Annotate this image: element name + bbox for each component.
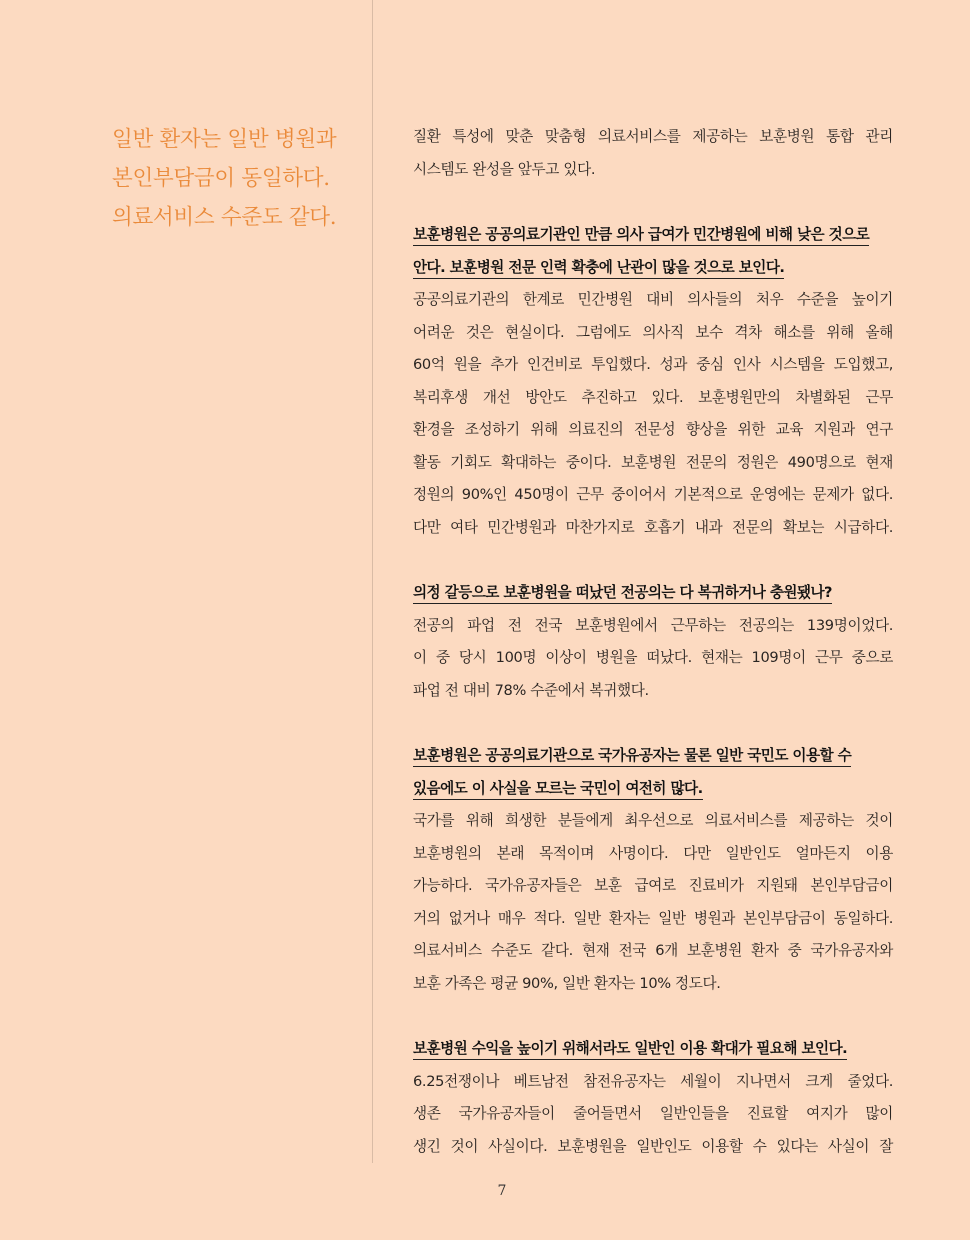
intro-line: 질환 특성에 맞춘 맞춤형 의료서비스를 제공하는 보훈병원 통합 관리 bbox=[413, 128, 893, 145]
interview-question bbox=[413, 740, 893, 773]
answer-line: 다만 여타 민간병원과 마찬가지로 호흡기 내과 전문의 확보는 시급하다. bbox=[413, 518, 893, 536]
answer-line: 생존 국가유공자들이 줄어들면서 일반인들을 진료할 여지가 많이 bbox=[413, 1105, 893, 1122]
answer-line: 복리후생 개선 방안도 추진하고 있다. 보훈병원만의 차별화된 근무 bbox=[413, 388, 893, 406]
interview-question bbox=[413, 252, 893, 285]
pull-quote-line: 의료서비스 수준도 같다. bbox=[112, 205, 337, 230]
answer-line: 보훈병원의 본래 목적이며 사명이다. 다만 일반인도 얼마든지 이용 bbox=[413, 844, 893, 862]
answer-line: 60억 원을 추가 인건비로 투입했다. 성과 중심 인사 시스템을 도입했고, bbox=[413, 356, 893, 373]
intro-line: 시스템도 완성을 앞두고 있다. bbox=[413, 160, 596, 178]
answer-line: 어려운 것은 현실이다. 그럼에도 의사직 보수 격차 해소를 위해 올해 bbox=[413, 323, 893, 341]
question-text: 보훈병원 수익을 높이기 위해서라도 일반인 이용 확대가 필요해 보인다. bbox=[413, 1040, 847, 1060]
answer-line: 보훈 가족은 평균 90%, 일반 환자는 10% 정도다. bbox=[413, 974, 721, 992]
question-text: 보훈병원은 공공의료기관인 만큼 의사 급여가 민간병원에 비해 낮은 것으로 bbox=[413, 226, 869, 246]
question-text: 보훈병원은 공공의료기관으로 국가유공자는 물론 일반 국민도 이용할 수 bbox=[413, 747, 851, 767]
interview-question bbox=[413, 219, 893, 252]
answer-line: 생긴 것이 사실이다. 보훈병원을 일반인도 이용할 수 있다는 사실이 잘 bbox=[413, 1137, 893, 1155]
interview-question bbox=[413, 1033, 893, 1066]
article-body bbox=[413, 121, 893, 1163]
answer-line: 환경을 조성하기 위해 의료진의 전문성 향상을 위한 교육 지원과 연구 bbox=[413, 421, 893, 438]
question-text: 의정 갈등으로 보훈병원을 떠났던 전공의는 다 복귀하거나 충원됐나? bbox=[413, 584, 832, 604]
pull-quote bbox=[112, 120, 362, 237]
question-text: 안다. 보훈병원 전문 인력 확충에 난관이 많을 것으로 보인다. bbox=[413, 259, 784, 279]
answer-line: 6.25전쟁이나 베트남전 참전유공자는 세월이 지나면서 크게 줄었다. bbox=[413, 1072, 893, 1090]
answer-line: 의료서비스 수준도 같다. 현재 전국 6개 보훈병원 환자 중 국가유공자와 bbox=[413, 942, 893, 959]
answer-line: 거의 없거나 매우 적다. 일반 환자는 일반 병원과 본인부담금이 동일하다. bbox=[413, 909, 893, 927]
interview-question bbox=[413, 577, 893, 610]
answer-line: 활동 기회도 확대하는 중이다. 보훈병원 전문의 정원은 490명으로 현재 bbox=[413, 453, 893, 471]
answer-line: 가능하다. 국가유공자들은 보훈 급여로 진료비가 지원돼 본인부담금이 bbox=[413, 877, 893, 894]
interview-question bbox=[413, 773, 893, 806]
answer-line: 파업 전 대비 78% 수준에서 복귀했다. bbox=[413, 681, 649, 699]
answer-line: 국가를 위해 희생한 분들에게 최우선으로 의료서비스를 제공하는 것이 bbox=[413, 812, 893, 829]
pull-quote-line: 본인부담금이 동일하다. bbox=[112, 166, 330, 191]
answer-line: 전공의 파업 전 전국 보훈병원에서 근무하는 전공의는 139명이었다. bbox=[413, 616, 893, 634]
answer-line: 이 중 당시 100명 이상이 병원을 떠났다. 현재는 109명이 근무 중으로 bbox=[413, 649, 893, 666]
answer-line: 공공의료기관의 한계로 민간병원 대비 의사들의 처우 수준을 높이기 bbox=[413, 291, 893, 308]
question-text: 있음에도 이 사실을 모르는 국민이 여전히 많다. bbox=[413, 780, 703, 800]
pull-quote-line: 일반 환자는 일반 병원과 bbox=[112, 127, 337, 152]
column-divider bbox=[372, 0, 373, 1163]
page-number: 7 bbox=[497, 1183, 507, 1199]
answer-line: 정원의 90%인 450명이 근무 중이어서 기본적으로 운영에는 문제가 없다. bbox=[413, 486, 893, 503]
